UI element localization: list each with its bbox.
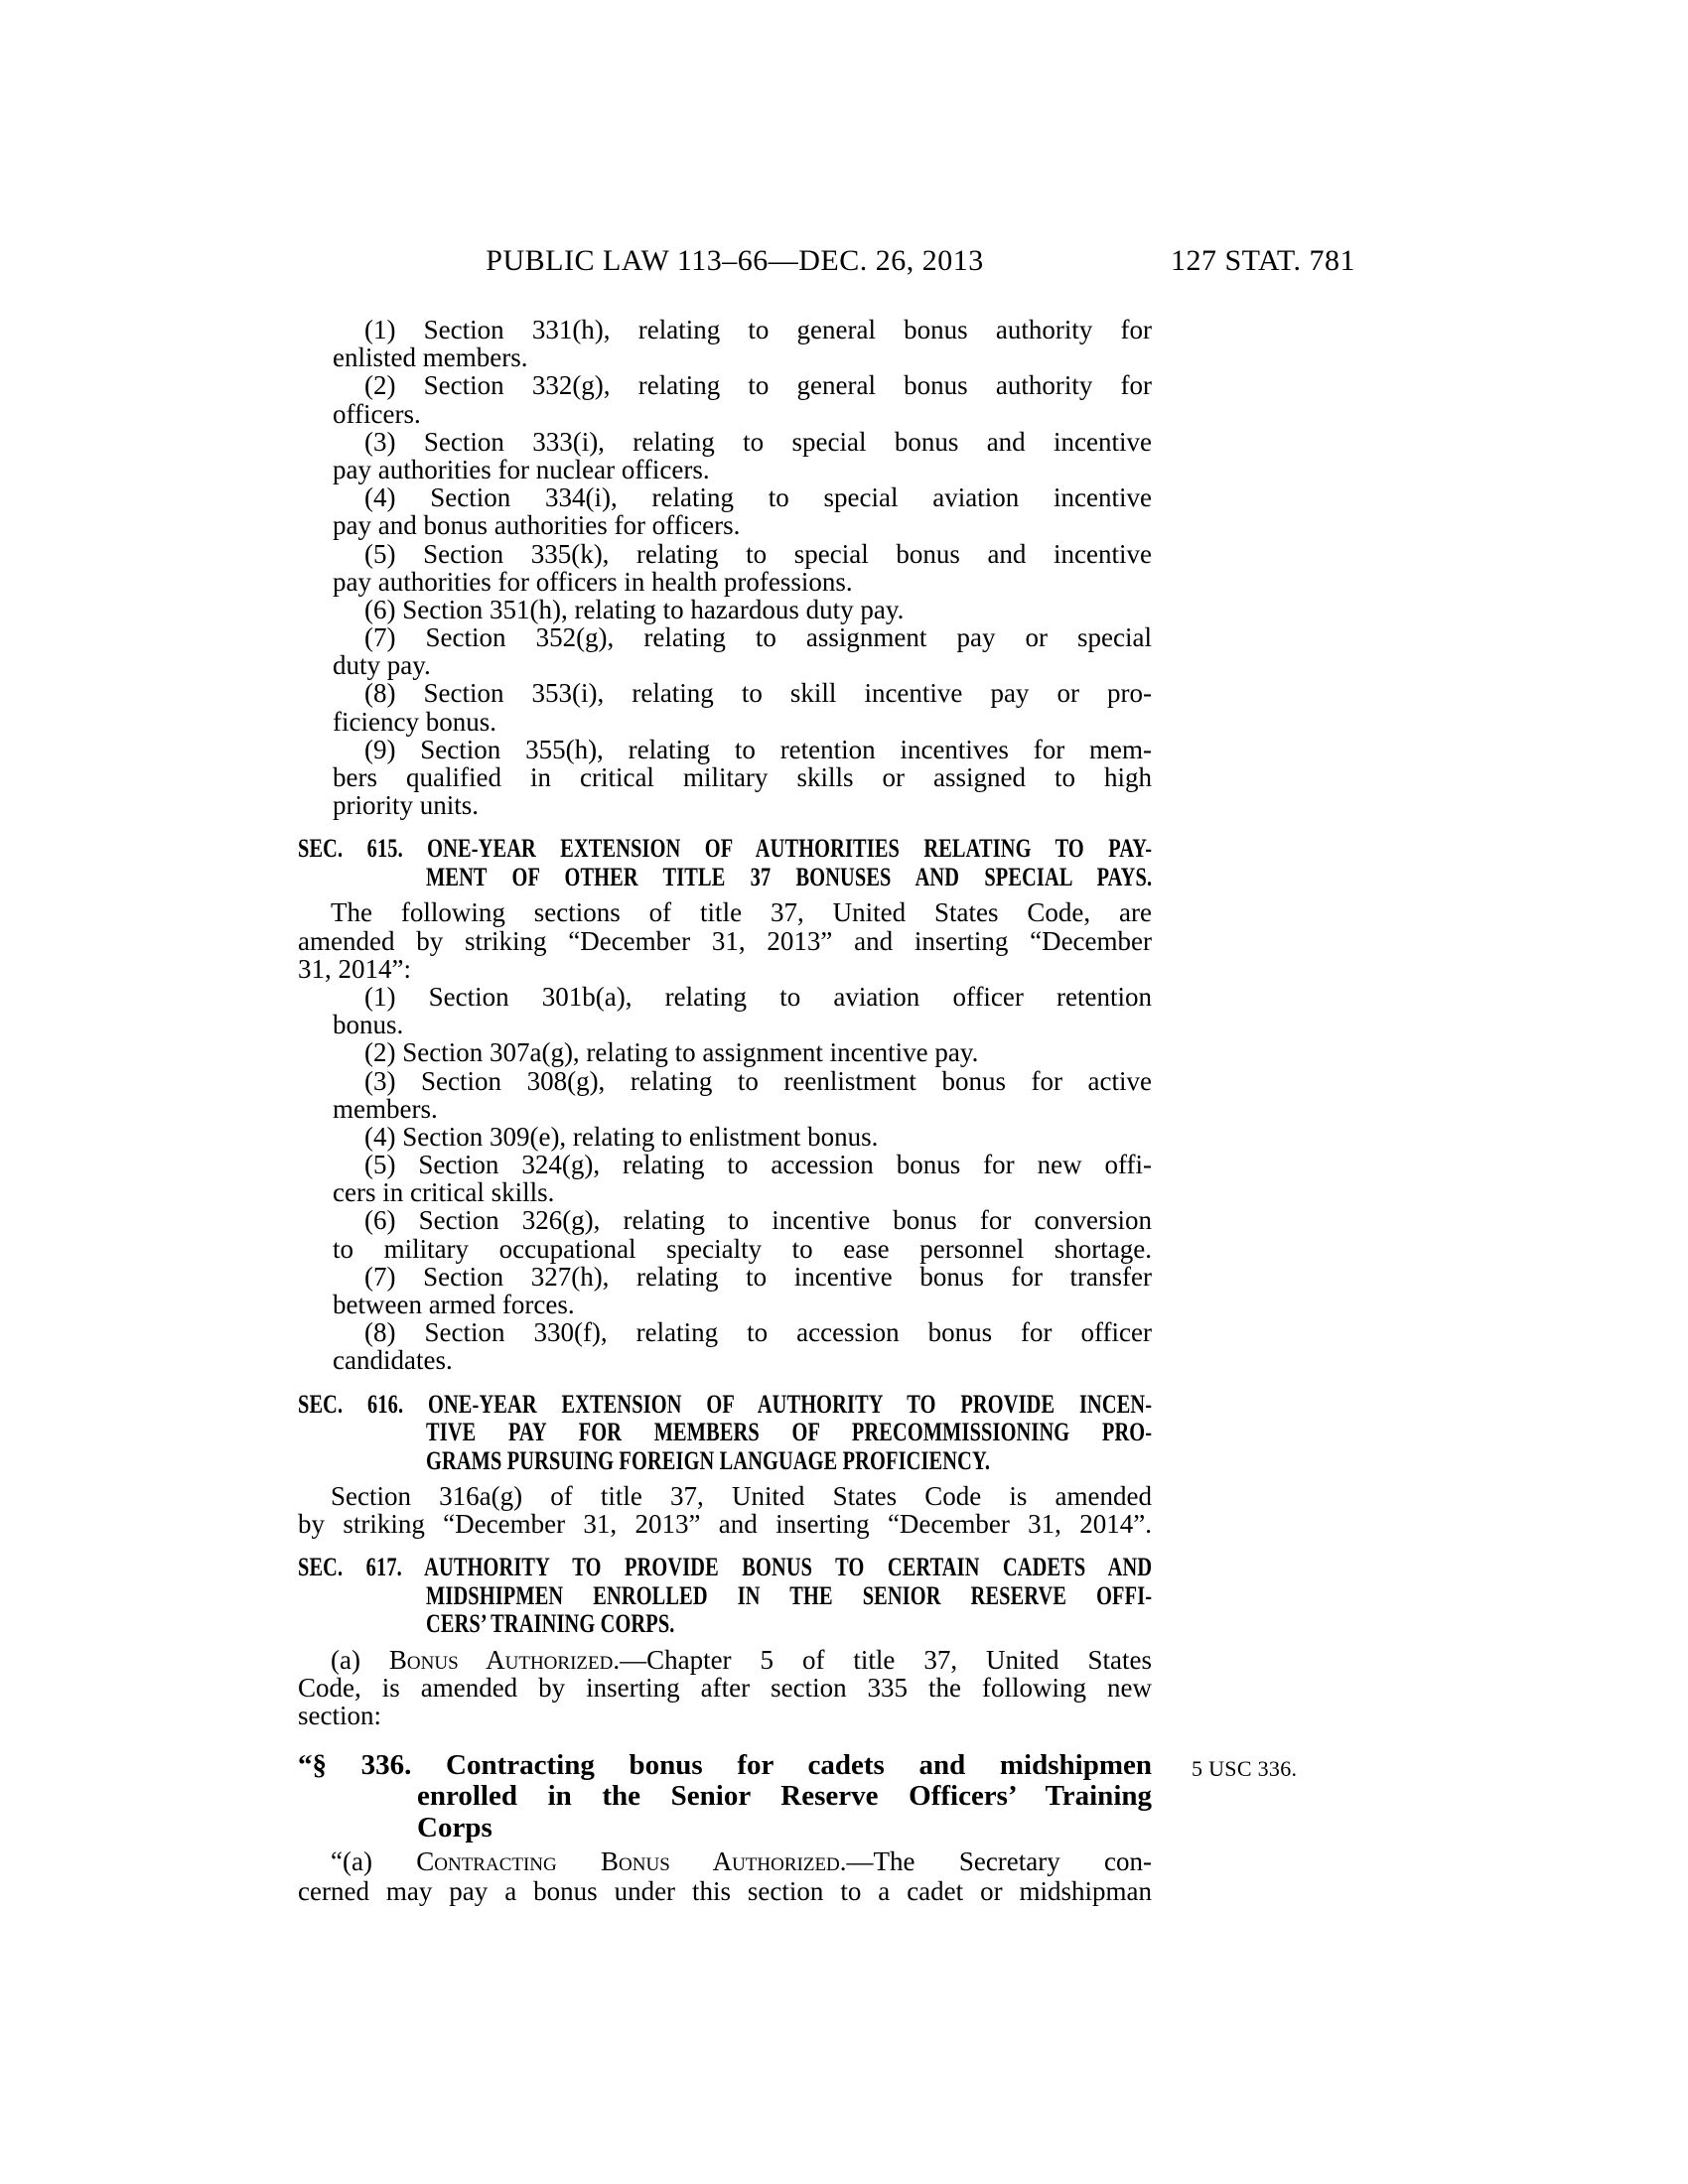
text-run: SEC. 617. AUTHORITY TO PROVIDE BONUS TO CERTAIN CADETS AND (298, 1553, 1153, 1582)
text-run: The following sections of title 37, United States Code, are (331, 897, 1152, 928)
text-run: pay authorities for nuclear officers. (333, 454, 710, 484)
text-line (298, 1067, 1152, 1095)
text-line (298, 1151, 1152, 1178)
text-run: .—The Secretary con- (839, 1846, 1153, 1876)
text-run: (2) Section 307a(g), relating to assignment incentive pay. (364, 1037, 979, 1068)
text-line (298, 1781, 1152, 1813)
text-run: (5) Section 335(k), relating to special bonus and incentive (364, 538, 1152, 569)
sec-617-heading (298, 1554, 1152, 1639)
sec-615-paragraph (298, 898, 1152, 983)
text-run: to military occupational specialty to ease personnel shortage. (333, 1233, 1152, 1264)
sec-616-paragraph (298, 1482, 1152, 1538)
text-line (298, 864, 1152, 892)
text-run: cers in critical skills. (333, 1177, 555, 1208)
text-line (298, 1846, 1152, 1876)
text-run: (2) Section 332(g), relating to general bonus authority for (364, 370, 1152, 401)
text-run: between armed forces. (333, 1290, 575, 1319)
header-law-title: PUBLIC LAW 113–66—DEC. 26, 2013 (486, 244, 984, 277)
text-run: TIVE PAY FOR MEMBERS OF PRECOMMISSIONING PRO- (426, 1418, 1153, 1447)
text-line (298, 898, 1152, 926)
text-run: MENT OF OTHER TITLE 37 BONUSES AND SPECIAL PAYS. (426, 862, 1153, 891)
text-run: SEC. 616. ONE-YEAR EXTENSION OF AUTHORITY TO PROVIDE INCEN- (298, 1389, 1153, 1419)
sec-616-heading (298, 1391, 1152, 1476)
amendment-list-615 (298, 983, 1152, 1375)
text-run: (8) Section 353(i), relating to skill incentive pay or pro- (364, 678, 1152, 709)
text-line (298, 596, 1152, 623)
text-run: amended by striking “December 31, 2013” and inserting “December (298, 925, 1152, 956)
usc-336-paragraph-a (298, 1846, 1152, 1906)
text-run: section: (298, 1701, 381, 1731)
text-line (298, 1750, 1152, 1782)
text-run: CERS’ TRAINING CORPS. (426, 1609, 675, 1639)
text-line (298, 1876, 1152, 1906)
text-line (298, 483, 1152, 511)
text-run: (4) Section 334(i), relating to special aviation incentive (364, 482, 1152, 513)
text-run: (3) Section 333(i), relating to special bonus and incentive (364, 426, 1152, 457)
text-run: (7) Section 352(g), relating to assignment pay or special (364, 622, 1152, 653)
text-run: 31, 2014”: (298, 953, 411, 984)
text-run: .—Chapter 5 of title 37, United States (613, 1644, 1152, 1675)
text-line (298, 763, 1152, 791)
amendment-list-614 (298, 316, 1152, 819)
small-caps-text: Bonus Authorized (388, 1644, 614, 1675)
text-run: (1) Section 301b(a), relating to aviation officer retention (364, 981, 1152, 1012)
usc-336-heading (298, 1748, 1298, 1844)
text-line (298, 1038, 1152, 1066)
sec-615-heading (298, 835, 1152, 891)
text-run: ficiency bonus. (333, 706, 496, 737)
text-run: (1) Section 331(h), relating to general bonus authority for (364, 315, 1152, 344)
text-run: priority units. (333, 790, 479, 821)
text-run: candidates. (333, 1345, 453, 1376)
document-body (298, 315, 1298, 1906)
text-line (298, 540, 1152, 568)
text-line (298, 1263, 1152, 1291)
text-run: bers qualified in critical military skills or assigned to high (333, 762, 1152, 792)
text-run: members. (333, 1093, 438, 1124)
text-run: enrolled in the Senior Reserve Officers’ Training (417, 1780, 1152, 1812)
text-run: (6) Section 351(h), relating to hazardous duty pay. (364, 594, 905, 624)
text-run: (5) Section 324(g), relating to accession bonus for new offi- (364, 1150, 1152, 1180)
text-run: (a) (331, 1644, 389, 1675)
text-run: MIDSHIPMEN ENROLLED IN THE SENIOR RESERVE OFFI- (426, 1580, 1153, 1610)
text-run: Corps (417, 1811, 492, 1843)
text-run: Section 316a(g) of title 37, United States Code is amended (331, 1481, 1152, 1512)
text-run: by striking “December 31, 2013” and inserting “December 31, 2014”. (298, 1509, 1152, 1540)
text-line (298, 1646, 1152, 1674)
text-run: cerned may pay a bonus under this section to a cadet or midshipman (298, 1876, 1152, 1906)
text-run: “§ 336. Contracting bonus for cadets and midshipmen (298, 1748, 1152, 1781)
text-line (298, 316, 1152, 343)
text-run: GRAMS PURSUING FOREIGN LANGUAGE PROFICIENCY. (426, 1445, 991, 1475)
running-header (298, 244, 1355, 280)
text-line (298, 983, 1152, 1011)
text-run: duty pay. (333, 650, 431, 681)
header-stat-page-number: 127 STAT. 781 (1170, 244, 1355, 277)
text-line (298, 736, 1152, 763)
text-run: SEC. 615. ONE-YEAR EXTENSION OF AUTHORITIES RELATING TO PAY- (298, 834, 1153, 864)
text-line (298, 1391, 1152, 1420)
text-line (298, 927, 1152, 955)
sec-617-paragraph-a (298, 1646, 1152, 1730)
text-run: (3) Section 308(g), relating to reenlistment bonus for active (364, 1065, 1152, 1096)
text-run: Code, is amended by inserting after section 335 the following new (298, 1673, 1152, 1704)
text-run: “(a) (331, 1846, 417, 1876)
text-line (298, 1123, 1152, 1151)
text-line (298, 623, 1152, 651)
text-line (298, 1510, 1152, 1538)
text-line (298, 1419, 1152, 1447)
text-line (298, 371, 1152, 399)
text-run: (7) Section 327(h), relating to incentive bonus for transfer (364, 1261, 1152, 1292)
text-line (298, 1235, 1152, 1263)
margin-note-usc-citation: 5 USC 336. (1192, 1755, 1298, 1781)
text-run: (4) Section 309(e), relating to enlistment bonus. (364, 1121, 879, 1152)
text-run: (8) Section 330(f), relating to accession bonus for officer (364, 1317, 1152, 1348)
text-line (298, 1674, 1152, 1702)
text-line (298, 1582, 1152, 1611)
text-run: (6) Section 326(g), relating to incentive bonus for conversion (364, 1205, 1152, 1236)
text-line (298, 1554, 1152, 1582)
text-line (298, 1318, 1152, 1346)
text-run: officers. (333, 398, 421, 429)
text-line (298, 679, 1152, 707)
text-run: (9) Section 355(h), relating to retention incentives for mem- (364, 734, 1152, 764)
text-run: pay and bonus authorities for officers. (333, 510, 741, 541)
text-run: pay authorities for officers in health professions. (333, 566, 853, 597)
text-line (298, 428, 1152, 456)
small-caps-text: Contracting Bonus Authorized (416, 1846, 840, 1876)
text-line (298, 835, 1152, 864)
text-line (298, 1206, 1152, 1234)
text-run: enlisted members. (333, 342, 528, 373)
text-line (298, 1482, 1152, 1510)
text-run: bonus. (333, 1010, 404, 1040)
